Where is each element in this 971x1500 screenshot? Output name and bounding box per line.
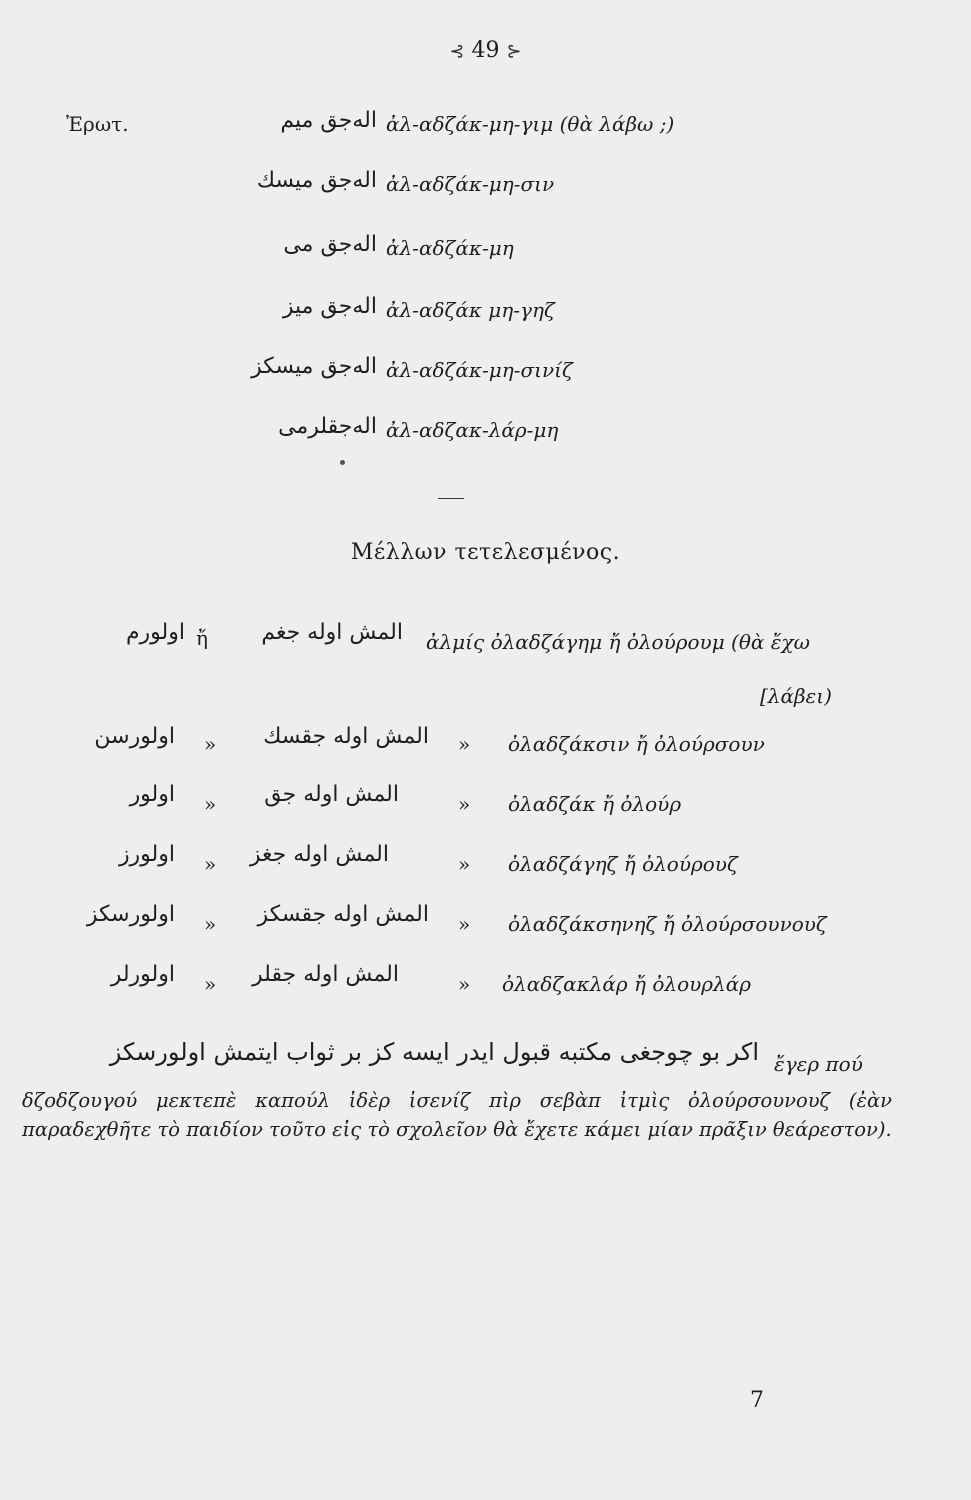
example-arabic: اكر بو چوجغى مكتبه قبول ايدر ايسه كز بر ثواب ايتمش اولورسكز bbox=[109, 1038, 759, 1066]
fp-mark-5: » bbox=[204, 912, 217, 936]
fp-greek-2: ὀλαδζάκσιν ἤ ὀλούρσουν bbox=[508, 732, 765, 756]
fp-right-arabic-3: المش اوله جق bbox=[264, 782, 399, 807]
fp-greek-4: ὀλαδζάγηζ ἤ ὀλούρουζ bbox=[508, 852, 738, 876]
fp-right-arabic-5: المش اوله جقسكز bbox=[257, 902, 429, 927]
interrogative-greek-2: ἀλ-αδζάκ-μη-σιν bbox=[386, 172, 555, 196]
ornament-right-icon: ⊱ bbox=[506, 41, 522, 62]
fp-left-arabic-2: اولورسن bbox=[94, 724, 175, 749]
fp-left-arabic-6: اولورلر bbox=[110, 962, 175, 987]
stray-dot bbox=[340, 460, 345, 465]
section-divider bbox=[438, 498, 464, 499]
fp-left-arabic-5: اولورسكز bbox=[86, 902, 175, 927]
fp-mark-6: » bbox=[204, 972, 217, 996]
fp-right-arabic-2: المش اوله جقسك bbox=[263, 724, 429, 749]
interrogative-greek-3: ἀλ-αδζάκ-μη bbox=[386, 236, 514, 260]
fp-greek-3: ὀλαδζάκ ἤ ὀλούρ bbox=[508, 792, 682, 816]
fp-left-arabic-3: اولور bbox=[129, 782, 175, 807]
interrogative-label: Ἐρωτ. bbox=[66, 112, 129, 136]
fp-eta-1: ἤ bbox=[196, 626, 208, 650]
interrogative-arabic-1: الەجق ميم bbox=[280, 108, 377, 133]
signature-mark: 7 bbox=[750, 1388, 764, 1413]
fp-mark2-5: » bbox=[458, 912, 471, 936]
fp-right-arabic-4: المش اوله جغز bbox=[249, 842, 389, 867]
ornament-left-icon: ⊰ bbox=[449, 41, 465, 62]
interrogative-greek-5: ἀλ-αδζάκ-μη-σινίζ bbox=[386, 358, 573, 382]
fp-mark2-2: » bbox=[458, 732, 471, 756]
interrogative-greek-6: ἀλ-αδζακ-λάρ-μη bbox=[386, 418, 559, 442]
fp-right-arabic-1: المش اوله جغم bbox=[261, 620, 403, 645]
fp-greek-5: ὀλαδζάκσηνηζ ἤ ὀλούρσουνουζ bbox=[508, 912, 827, 936]
interrogative-greek-4: ἀλ-αδζάκ μη-γηζ bbox=[386, 298, 555, 322]
fp-mark-2: » bbox=[204, 732, 217, 756]
fp-mark2-4: » bbox=[458, 852, 471, 876]
interrogative-greek-1: ἀλ-αδζάκ-μη-γιμ (θὰ λάβω ;) bbox=[386, 112, 675, 136]
interrogative-arabic-6: الەجقلرمى bbox=[278, 414, 377, 439]
fp-greek-1-continuation: [λάβει) bbox=[760, 684, 832, 708]
fp-mark-3: » bbox=[204, 792, 217, 816]
fp-greek-6: ὀλαδζακλάρ ἤ ὀλουρλάρ bbox=[502, 972, 751, 996]
interrogative-arabic-2: الەجق ميسك bbox=[256, 168, 377, 193]
fp-right-arabic-6: المش اوله جقلر bbox=[252, 962, 399, 987]
fp-greek-1: ἀλμίς ὀλαδζάγημ ἤ ὀλούρουμ (θὰ ἔχω bbox=[426, 630, 810, 654]
fp-mark2-6: » bbox=[458, 972, 471, 996]
example-greek-lead: ἔγερ πού bbox=[774, 1052, 863, 1076]
interrogative-arabic-3: الەجق مى bbox=[283, 232, 377, 257]
page-number: 49 bbox=[471, 38, 500, 63]
fp-left-arabic-4: اولورز bbox=[118, 842, 175, 867]
fp-mark2-3: » bbox=[458, 792, 471, 816]
fp-mark-4: » bbox=[204, 852, 217, 876]
example-paragraph: δζοδζουγού μεκτεπὲ καπούλ ἰδὲρ ἰσενίζ πὶρ σεβὰπ ἰτμὶς ὀλούρσουνουζ (ἐὰν παραδεχθῆτε τὸ παιδίον τοῦτο εἰς τὸ σχολεῖον θὰ ἔχετε κάμει μίαν πρᾶξιν θεάρεστον). bbox=[22, 1089, 892, 1141]
section-heading: Μέλλων τετελεσμένος. bbox=[350, 540, 621, 565]
interrogative-arabic-4: الەجق ميز bbox=[282, 294, 377, 319]
fp-left-arabic-1: اولورم bbox=[125, 620, 185, 645]
page-number-header bbox=[0, 38, 971, 63]
interrogative-arabic-5: الەجق ميسكز bbox=[251, 354, 377, 379]
